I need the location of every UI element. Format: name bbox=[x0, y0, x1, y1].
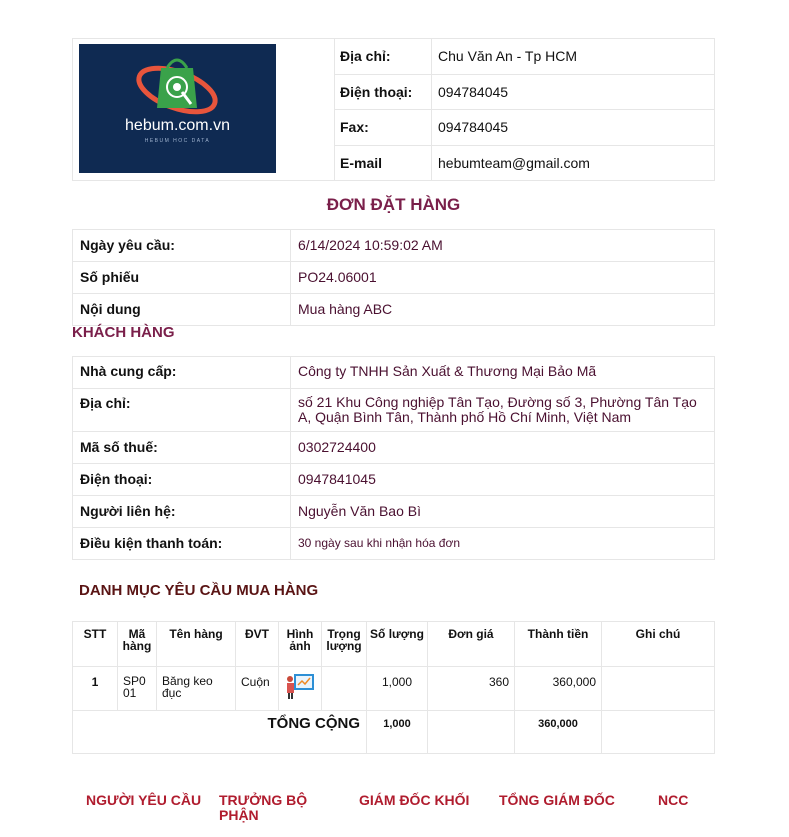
info-value: Chu Văn An - Tp HCM bbox=[432, 39, 715, 74]
info-value: hebumteam@gmail.com bbox=[432, 145, 715, 180]
items-section bbox=[72, 621, 715, 754]
order-row-content bbox=[73, 294, 715, 326]
field-value: PO24.06001 bbox=[291, 262, 715, 294]
order-info bbox=[72, 229, 715, 326]
signature-supplier: NCC bbox=[658, 792, 689, 808]
item-weight bbox=[322, 667, 367, 711]
logo-cell bbox=[73, 39, 335, 180]
col-header-image: Hình ảnh bbox=[279, 622, 322, 667]
total-qty: 1,000 bbox=[367, 711, 428, 754]
field-label: Người liên hệ: bbox=[73, 496, 291, 528]
info-row-fax bbox=[334, 110, 714, 146]
total-note bbox=[602, 711, 715, 754]
col-header-amount: Thành tiền bbox=[515, 622, 602, 667]
field-value: số 21 Khu Công nghiệp Tân Tạo, Đường số 3, Phường Tân Tạo A, Quận Bình Tân, Thành phố Hồ Chí Minh, Việt Nam bbox=[291, 389, 715, 432]
field-value: 30 ngày sau khi nhận hóa đơn bbox=[291, 528, 715, 560]
item-row bbox=[73, 667, 715, 711]
item-image bbox=[279, 667, 322, 711]
info-value: 094784045 bbox=[432, 110, 715, 146]
item-unit: Cuộn bbox=[236, 667, 279, 711]
total-row bbox=[73, 711, 715, 754]
col-header-stt: STT bbox=[73, 622, 118, 667]
field-value: 0947841045 bbox=[291, 464, 715, 496]
document-title: ĐƠN ĐẶT HÀNG bbox=[326, 195, 461, 214]
order-row-date bbox=[73, 230, 715, 262]
logo-subtext: HEBUM HOC DATA bbox=[144, 138, 211, 144]
customer-row-address bbox=[73, 389, 715, 432]
item-stt: 1 bbox=[73, 667, 118, 711]
items-heading: DANH MỤC YÊU CẦU MUA HÀNG bbox=[79, 582, 319, 599]
field-label: Nội dung bbox=[73, 294, 291, 326]
order-info-table bbox=[72, 229, 715, 326]
customer-row-phone bbox=[73, 464, 715, 496]
customer-heading: KHÁCH HÀNG bbox=[72, 324, 175, 341]
total-amount: 360,000 bbox=[515, 711, 602, 754]
company-header bbox=[72, 38, 715, 181]
presentation-board-icon bbox=[284, 671, 316, 701]
total-empty bbox=[428, 711, 515, 754]
field-value: 6/14/2024 10:59:02 AM bbox=[291, 230, 715, 262]
col-header-note: Ghi chú bbox=[602, 622, 715, 667]
field-value: 0302724400 bbox=[291, 432, 715, 464]
customer-row-contact bbox=[73, 496, 715, 528]
item-qty: 1,000 bbox=[367, 667, 428, 711]
col-header-unit: ĐVT bbox=[236, 622, 279, 667]
col-header-qty: Số lượng bbox=[367, 622, 428, 667]
items-table bbox=[72, 621, 715, 754]
item-price: 360 bbox=[428, 667, 515, 711]
company-logo bbox=[79, 44, 276, 173]
field-label: Ngày yêu cầu: bbox=[73, 230, 291, 262]
customer-row-payment-terms bbox=[73, 528, 715, 560]
logo-text: hebum.com.vn bbox=[125, 117, 230, 134]
field-label: Điện thoại: bbox=[73, 464, 291, 496]
field-label: Điều kiện thanh toán: bbox=[73, 528, 291, 560]
item-name: Băng keo đục bbox=[157, 667, 236, 711]
info-value: 094784045 bbox=[432, 74, 715, 110]
customer-row-supplier bbox=[73, 357, 715, 389]
field-value: Mua hàng ABC bbox=[291, 294, 715, 326]
signature-general-director: TỔNG GIÁM ĐỐC bbox=[499, 792, 615, 808]
field-label: Địa chỉ: bbox=[73, 389, 291, 432]
signature-department-head: TRƯỞNG BỘ PHẬN bbox=[219, 792, 308, 823]
info-label: Điện thoại: bbox=[334, 74, 432, 110]
signature-division-director: GIÁM ĐỐC KHỐI bbox=[359, 792, 470, 808]
info-row-phone bbox=[334, 74, 714, 110]
info-label: Fax: bbox=[334, 110, 432, 146]
field-value: Công ty TNHH Sản Xuất & Thương Mại Bảo Mã bbox=[291, 357, 715, 389]
shopping-bag-logo-icon bbox=[79, 44, 276, 173]
customer-row-tax-code bbox=[73, 432, 715, 464]
col-header-name: Tên hàng bbox=[157, 622, 236, 667]
order-row-number bbox=[73, 262, 715, 294]
field-label: Mã số thuế: bbox=[73, 432, 291, 464]
field-value: Nguyễn Văn Bao Bì bbox=[291, 496, 715, 528]
total-label: TỔNG CỘNG bbox=[73, 711, 367, 754]
col-header-price: Đơn giá bbox=[428, 622, 515, 667]
signature-requester: NGƯỜI YÊU CẦU bbox=[86, 792, 202, 808]
field-label: Nhà cung cấp: bbox=[73, 357, 291, 389]
items-header-row bbox=[73, 622, 715, 667]
info-row-address bbox=[334, 39, 714, 74]
company-info-table bbox=[334, 39, 714, 180]
info-label: E-mail bbox=[334, 145, 432, 180]
item-code: SP001 bbox=[118, 667, 157, 711]
col-header-code: Mã hàng bbox=[118, 622, 157, 667]
item-amount: 360,000 bbox=[515, 667, 602, 711]
customer-info-table bbox=[72, 356, 715, 560]
customer-info bbox=[72, 356, 715, 560]
info-label: Địa chỉ: bbox=[334, 39, 432, 74]
info-row-email bbox=[334, 145, 714, 180]
item-note bbox=[602, 667, 715, 711]
field-label: Số phiếu bbox=[73, 262, 291, 294]
col-header-weight: Trọng lượng bbox=[322, 622, 367, 667]
